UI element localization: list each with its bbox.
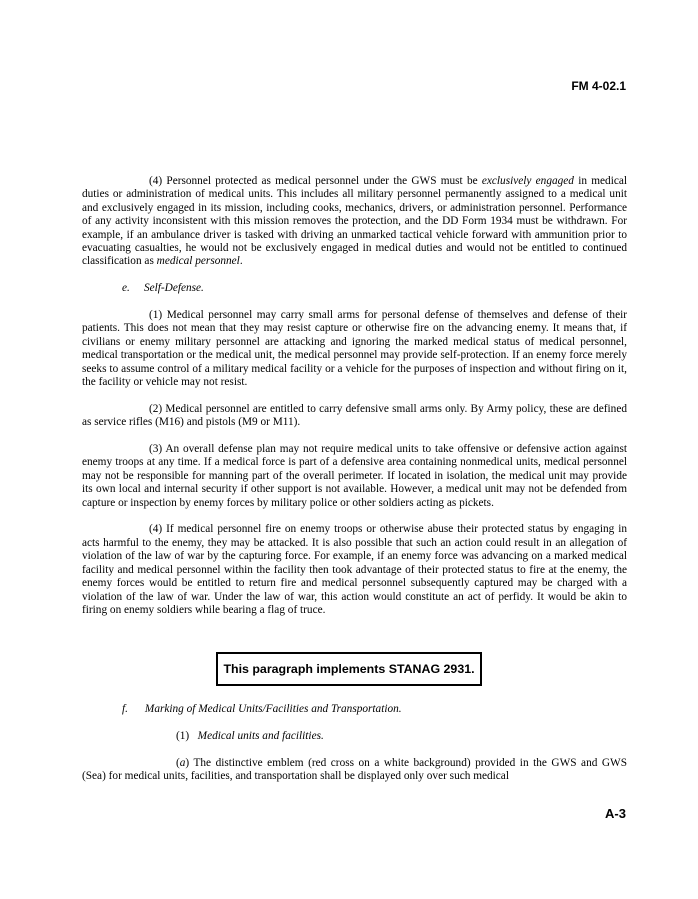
section-e-title: Self-Defense. — [143, 282, 204, 295]
paragraph-4 — [82, 175, 627, 269]
para-4-text-b: in medical duties or administration of medical units. This includes all military personnel permanently assigned to a medical unit and exclusively engaged in its mission, including cooks, mechanics, drivers, or administration personnel. Performance of any activity inconsistent with this mission removes the protection, and the DD Form 1934 must be withdrawn. For example, if an ambulance driver is tasked with driving an unmarked tactical vehicle forward with ammunition prior to evacuating casualties, he would not be exclusively engaged in medical duties and would not be entitled to continued classification as — [82, 175, 627, 268]
paragraph-f1a-text: The distinctive emblem (red cross on a white background) provided in the GWS and GWS (Sea) for medical units, facilities, and transportation shall be displayed only over such medical — [82, 756, 627, 782]
paragraph-e4: (4) If medical personnel fire on enemy troops or otherwise abuse their protected status by engaging in acts harmful to the enemy, they may be attacked. It is also possible that such an action could result in an allegation of violation of the law of war by the capturing force. For example, if an enemy force was advancing on a marked medical facility and medical personnel within the facility then took advantage of their protected status to fire at the enemy, the enemy forces would be entitled to return fire and medical personnel subsequently captured may be charged with a violation of the law of war. Under the law of war, this action would constitute an act of perfidy. It would be akin to firing on enemy soldiers while bearing a flag of truce. — [82, 523, 627, 616]
para-4-text-a: (4) Personnel protected as medical personnel under the GWS must be — [149, 175, 482, 187]
paragraph-e2: (2) Medical personnel are entitled to carry defensive small arms only. By Army policy, these are defined as service rifles (M16) and pistols (M9 or M11). — [82, 402, 627, 429]
paragraph-f1a: (a) The distinctive emblem (red cross on a white background) provided in the GWS and GWS (Sea) for medical units, facilities, and transportation shall be displayed only over such medical — [82, 756, 627, 782]
paragraph-e3: (3) An overall defense plan may not require medical units to take offensive or defensive action against enemy troops at any time. If a medical force is part of a defensive area containing nonmedical units, medical personnel may not be responsible for manning part of the overall perimeter. If located in isolation, the medical unit may provide its own local and internal security if other support is not available. However, a medical unit may not be defended from capture or inspection by enemy forces by military police or other soldiers acting as pickets. — [82, 443, 627, 509]
para-4-text-c: . — [239, 255, 243, 268]
section-f-letter: f. — [122, 703, 128, 715]
subsection-f1-number: (1) — [176, 729, 190, 742]
section-e-heading — [82, 282, 627, 295]
paragraph-f1a-label: a — [179, 756, 186, 769]
para-4-emphasis: exclusively engaged — [481, 175, 574, 187]
section-f-block — [82, 703, 627, 783]
section-f-heading — [82, 703, 627, 716]
document-id-header: FM 4-02.1 — [571, 79, 626, 93]
page-body — [82, 175, 627, 617]
paragraph-e1: (1) Medical personnel may carry small arms for personal defense of themselves and defense of their patients. This does not mean that they may resist capture or otherwise fire on the advancing enemy. It means that, if civilians or enemy military personnel are attacking and ignoring the marked medical status of medical personnel, medical transportation or the medical unit, the medical personnel may provide self-protection. If an enemy force merely seeks to assume control of a military medical facility or a vehicle for the purposes of inspection and without firing on it, the facility or vehicle may not resist. — [82, 309, 627, 389]
subsection-f1-heading — [82, 730, 627, 743]
subsection-f1-title: Medical units and facilities. — [197, 729, 324, 742]
section-f-title: Marking of Medical Units/Facilities and Transportation. — [144, 703, 402, 715]
para-4-emphasis-2: medical personnel — [156, 255, 240, 268]
section-e-letter: e. — [122, 282, 130, 295]
stanag-callout-box: This paragraph implements STANAG 2931. — [216, 652, 482, 686]
page-number-footer: A-3 — [605, 806, 626, 821]
